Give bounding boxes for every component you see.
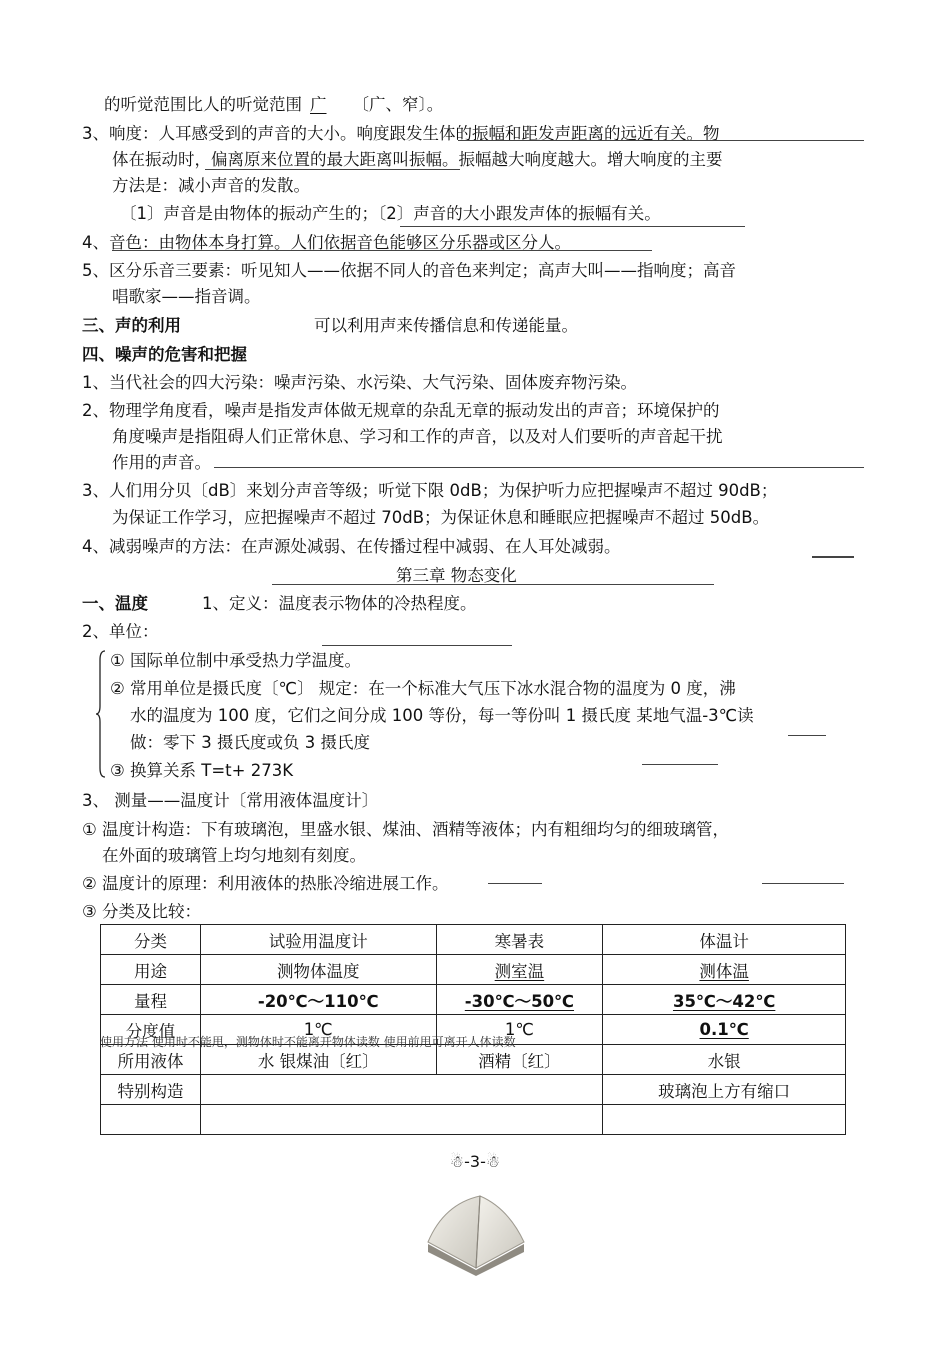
line-text: 〔广、窄〕。 (352, 95, 444, 114)
table-cell: 水银 (603, 1045, 846, 1075)
line-unit-2b: 水的温度为 100 度，它们之间分成 100 等份，每一等份叫 1 摄氏度 某地气温-3℃读 (130, 706, 754, 725)
table-cell: 分度值 (101, 1015, 201, 1045)
overlay-usage-note: 使用方法 使用时不能甩，测物体时不能离开物体读数 使用前甩可离开人体读数 (100, 1035, 516, 1049)
table-cell (200, 1105, 602, 1135)
underline-rule (642, 764, 718, 765)
line-hearing-range (104, 92, 443, 118)
underline-rule (214, 467, 864, 468)
line-unit-1: ① 国际单位制中承受热力学温度。 (110, 651, 362, 670)
line-method: 方法是：减小声音的发散。 (112, 176, 310, 195)
table-cell: 玻璃泡上方有缩口 (603, 1075, 846, 1105)
table-cell: 特别构造 (101, 1075, 201, 1105)
table-cell: -20℃～110℃ (200, 985, 436, 1015)
section-heading: 三、声的利用 (82, 316, 181, 335)
table-cell: -30℃～50℃ (436, 985, 603, 1015)
table-cell: 水 银煤油〔红〕 (200, 1045, 436, 1075)
page-number: ☃-3-☃ (449, 1152, 501, 1171)
line-structure: ① 温度计构造：下有玻璃泡，里盛水银、煤油、酒精等液体；内有粗细均匀的细玻璃管， (82, 820, 730, 839)
chapter-title: 第三章 物态变化 (396, 566, 517, 585)
table-row (101, 925, 846, 955)
underline-rule (812, 556, 854, 558)
table-cell: 1℃ (436, 1015, 603, 1045)
underline-rule (788, 735, 826, 736)
table-cell: 用途 (101, 955, 201, 985)
table-cell: 1℃ (200, 1015, 436, 1045)
table-cell (603, 1105, 846, 1135)
table-cell: 分类 (101, 925, 201, 955)
line-amplitude: 体在振动时，偏离原来位置的最大距离叫振幅。振幅越大响度越大。增大响度的主要 (112, 150, 723, 169)
underline-rule (112, 250, 652, 251)
line-measure: 3、 测量——温度计〔常用液体温度计〕 (82, 791, 379, 810)
open-book-icon (424, 1186, 528, 1276)
table-cell: 酒精〔红〕 (436, 1045, 603, 1075)
line-reduce-noise: 4、减弱噪声的方法：在声源处减弱、在传播过程中减弱、在人耳处减弱。 (82, 537, 621, 556)
table-cell (200, 1075, 602, 1105)
underline-rule (205, 169, 460, 170)
line-timbre: 4、音色：由物体本身打算。人们依据音色能够区分乐器或区分人。 (82, 233, 571, 252)
table-row (101, 1105, 846, 1135)
line-conversion: ③ 换算关系 T=t+ 273K (110, 761, 294, 780)
line-three-elements: 5、区分乐音三要素：听见知人——依据不同人的音色来判定；高声大叫——指响度；高音 (82, 261, 736, 280)
thermometer-table (100, 924, 846, 1135)
section-heading: 一、温度 (82, 594, 148, 613)
table-cell: 量程 (101, 985, 201, 1015)
section-sound-use (82, 313, 578, 339)
line-text: 1、定义：温度表示物体的冷热程度。 (202, 594, 477, 613)
table-cell (101, 1105, 201, 1135)
table-cell: 寒暑表 (436, 925, 603, 955)
line-decibel: 3、人们用分贝〔dB〕来划分声音等级；听觉下限 0dB；为保护听力应把握噪声不超过 90dB； (82, 481, 778, 500)
section-temperature (82, 591, 477, 617)
line-principle: ② 温度计的原理：利用液体的热胀冷缩进展工作。 (82, 874, 449, 893)
table-cell: 所用液体 (101, 1045, 201, 1075)
table-cell: 测物体温度 (200, 955, 436, 985)
line-noise-def-3: 作用的声音。 (112, 453, 211, 472)
line-pitch: 唱歌家——指音调。 (112, 287, 261, 306)
line-pollution: 1、当代社会的四大污染：噪声污染、水污染、大气污染、固体废弃物污染。 (82, 373, 637, 392)
table-row (101, 985, 846, 1015)
line-loudness: 3、响度：人耳感受到的声音的大小。响度跟发生体的振幅和距发声距离的远近有关。物 (82, 124, 720, 143)
line-unit-2: ② 常用单位是摄氏度〔℃〕 规定：在一个标准大气压下冰水混合物的温度为 0 度，沸 (110, 679, 736, 698)
underline-rule (458, 140, 864, 141)
line-conclusions: 〔1〕声音是由物体的振动产生的；〔2〕声音的大小跟发声体的振幅有关。 (120, 204, 661, 223)
curly-brace (96, 650, 106, 778)
underline-rule (322, 645, 512, 646)
line-unit: 2、单位： (82, 622, 159, 641)
table-cell: 测体温 (603, 955, 846, 985)
line-noise-def-2: 角度噪声是指阻碍人们正常休息、学习和工作的声音，以及对人们要听的声音起干扰 (112, 427, 723, 446)
answer-blank: 广 (310, 95, 327, 114)
table-cell: 0.1℃ (603, 1015, 846, 1045)
table-cell: 试验用温度计 (200, 925, 436, 955)
line-classification: ③ 分类及比较： (82, 902, 202, 921)
line-text: 的听觉范围比人的听觉范围 (104, 95, 302, 114)
line-unit-2c: 做：零下 3 摄氏度或负 3 摄氏度 (130, 733, 370, 752)
underline-rule (272, 584, 714, 585)
underline-rule (762, 883, 844, 884)
line-structure-2: 在外面的玻璃管上均匀地刻有刻度。 (102, 846, 366, 865)
line-decibel-2: 为保证工作学习，应把握噪声不超过 70dB；为保证休息和睡眠应把握噪声不超过 50dB。 (112, 508, 770, 527)
section-noise: 四、噪声的危害和把握 (82, 345, 247, 364)
table-cell: 体温计 (603, 925, 846, 955)
table-cell: 35℃～42℃ (603, 985, 846, 1015)
table-row (101, 1075, 846, 1105)
line-text: 可以利用声来传播信息和传递能量。 (314, 316, 578, 335)
underline-rule (488, 883, 542, 884)
underline-rule (400, 226, 745, 227)
table-row (101, 955, 846, 985)
line-noise-def: 2、物理学角度看，噪声是指发声体做无规章的杂乱无章的振动发出的声音；环境保护的 (82, 401, 720, 420)
table-cell: 测室温 (436, 955, 603, 985)
